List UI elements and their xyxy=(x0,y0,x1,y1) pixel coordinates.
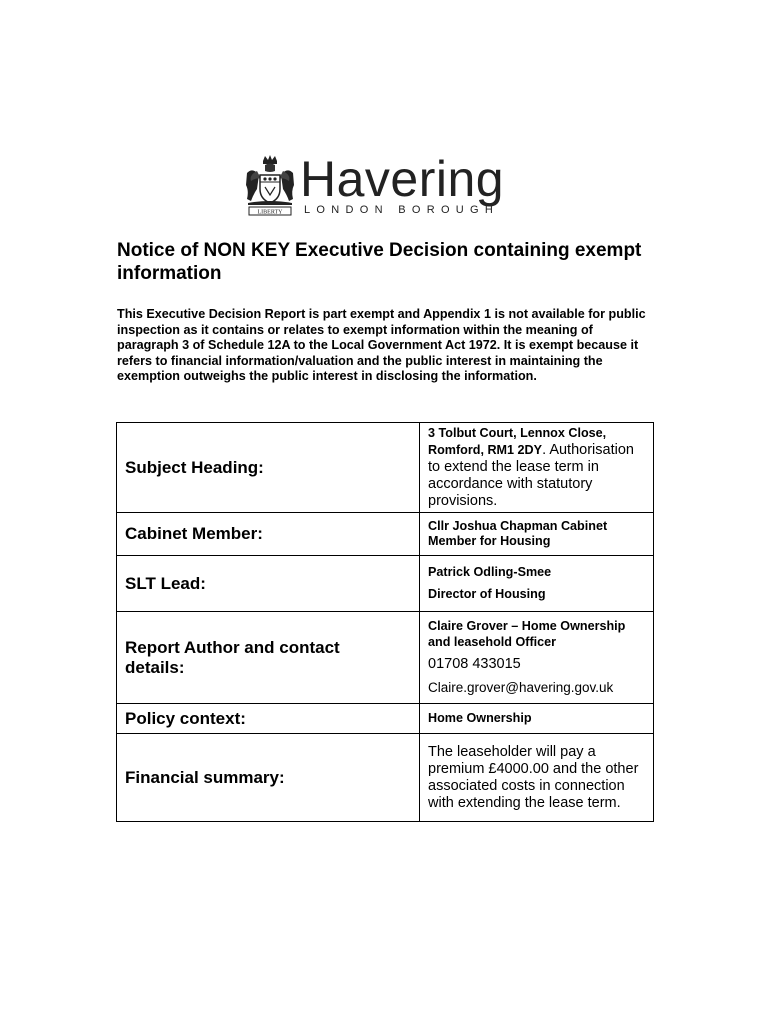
financial-summary-value: The leaseholder will pay a premium £4000.00 and the other associated costs in connection with extending the lease term. xyxy=(420,734,654,822)
brand-subtitle: LONDON BOROUGH xyxy=(304,204,500,216)
table-row xyxy=(117,513,654,556)
table-row xyxy=(117,423,654,513)
brand-name: Havering xyxy=(300,151,505,207)
policy-context-label: Policy context: xyxy=(117,704,420,734)
slt-lead-name: Patrick Odling-Smee xyxy=(428,564,552,579)
table-row xyxy=(117,704,654,734)
cabinet-member-value xyxy=(420,513,654,556)
document-title: Notice of NON KEY Executive Decision containing exempt information xyxy=(117,240,642,284)
report-author-value xyxy=(420,612,654,704)
policy-context-value xyxy=(420,704,654,734)
cabinet-member-text: Cllr Joshua Chapman Cabinet Member for Housing xyxy=(428,518,608,548)
report-author-email: Claire.grover@havering.gov.uk xyxy=(428,680,614,695)
report-author-name: Claire Grover – Home Ownership and leasehold Officer xyxy=(428,619,626,649)
table-row xyxy=(117,734,654,822)
crest-motto: LIBERTY xyxy=(257,209,283,216)
subject-heading-value xyxy=(420,423,654,513)
havering-logo xyxy=(243,151,523,219)
cabinet-member-label: Cabinet Member: xyxy=(117,513,420,556)
policy-context-text: Home Ownership xyxy=(428,711,532,725)
borough-crest-icon xyxy=(243,155,297,217)
financial-summary-label: Financial summary: xyxy=(117,734,420,822)
subject-heading-label: Subject Heading: xyxy=(117,423,420,513)
table-row xyxy=(117,556,654,612)
subject-description: . Authorisation to extend the lease term in accordance with statutory provisions. xyxy=(428,442,634,509)
report-author-label: Report Author and contact details: xyxy=(117,612,420,704)
table-row xyxy=(117,612,654,704)
decision-details-table xyxy=(116,422,654,822)
slt-lead-value xyxy=(420,556,654,612)
slt-lead-label: SLT Lead: xyxy=(117,556,420,612)
report-author-phone: 01708 433015 xyxy=(428,656,521,672)
exemption-notice: This Executive Decision Report is part exempt and Appendix 1 is not available for public inspection as it contains or relates to exempt information within the meaning of paragraph 3 of Schedule 12A to the Local Government Act 1972. It is exempt because it refers to financial information/valuation and the public interest in maintaining the exemption outweighs the public interest in disclosing the information. xyxy=(117,307,646,384)
slt-lead-role: Director of Housing xyxy=(428,587,546,601)
subject-address: 3 Tolbut Court, Lennox Close, Romford, RM1 2DY xyxy=(428,426,607,457)
